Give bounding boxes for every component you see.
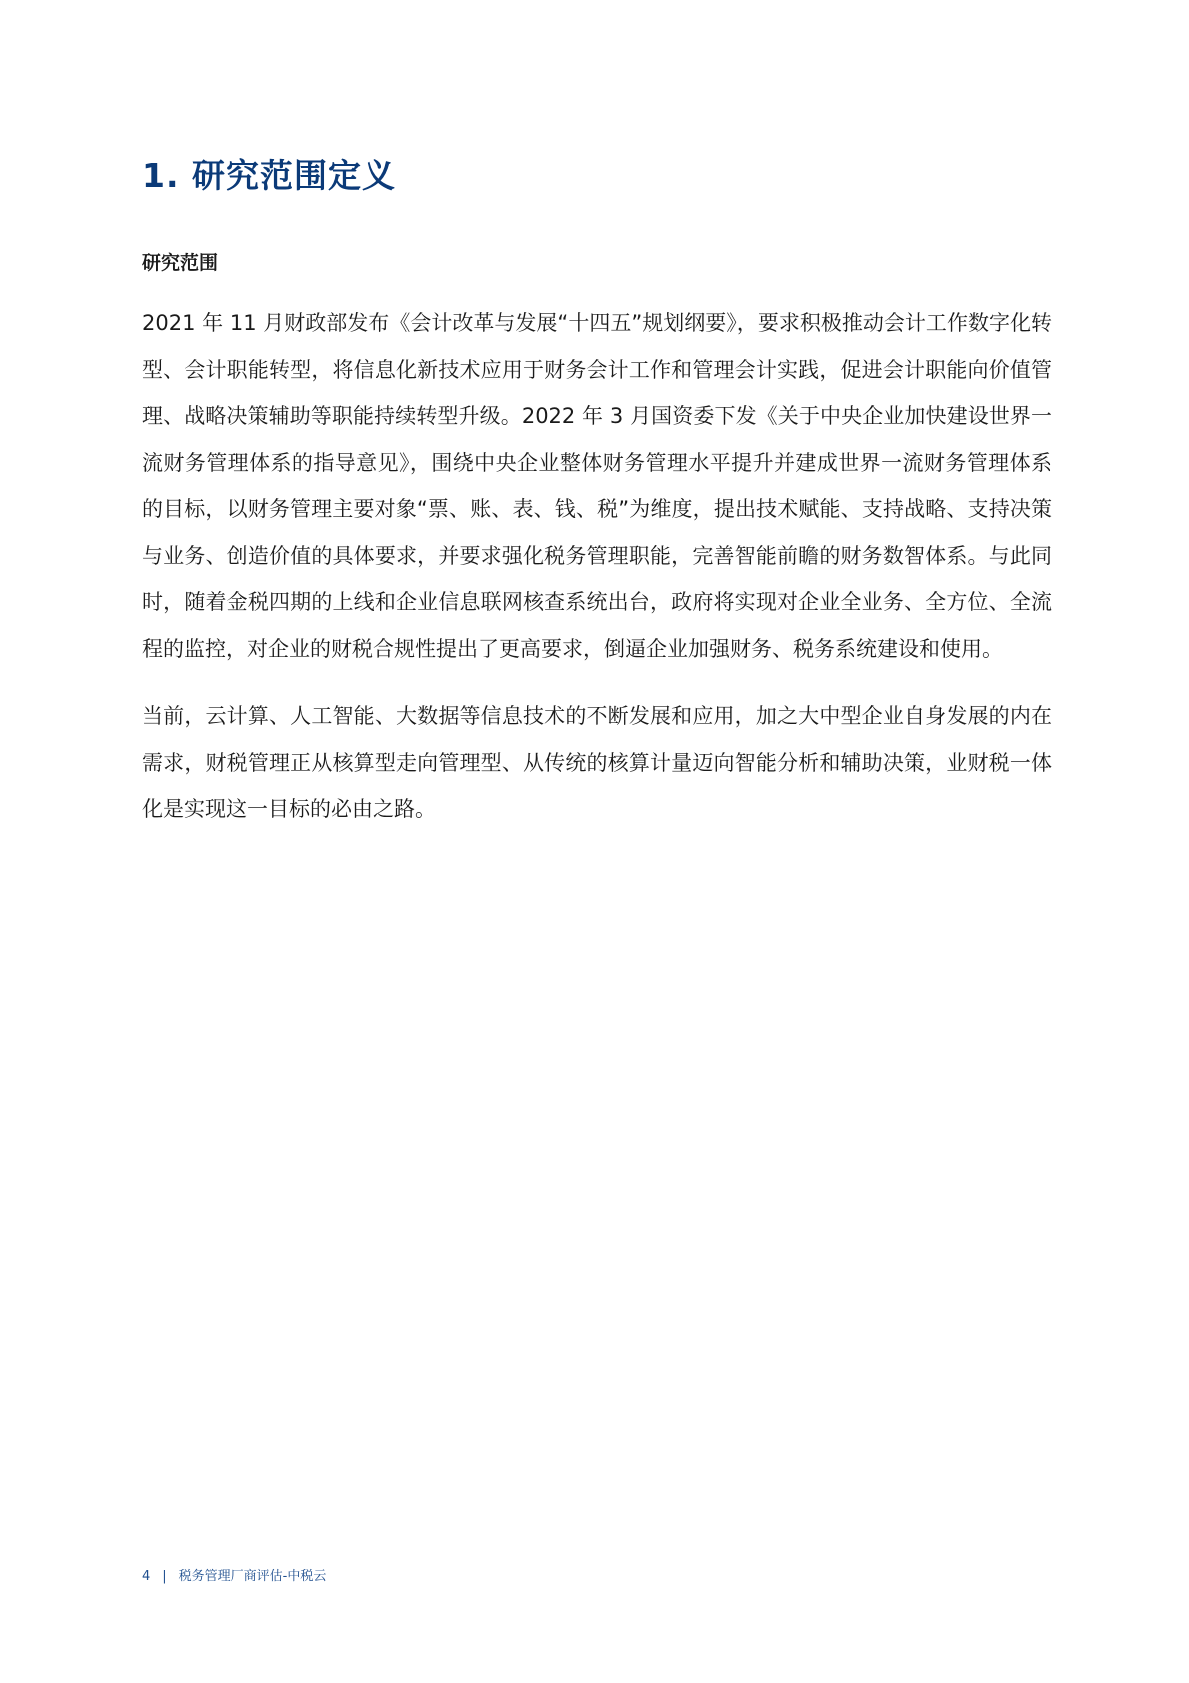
body-paragraph: 当前，云计算、人工智能、大数据等信息技术的不断发展和应用，加之大中型企业自身发展的内在需求，财税管理正从核算型走向管理型、从传统的核算计量迈向智能分析和辅助决策，业财税一体化是实现这一目标的必由之路。 [142,704,1052,821]
body-paragraph: 2021 年 11 月财政部发布《会计改革与发展“十四五”规划纲要》，要求积极推动会计工作数字化转型、会计职能转型，将信息化新技术应用于财务会计工作和管理会计实践，促进会计职能向价值管理、战略决策辅助等职能持续转型升级。2022 年 3 月国资委下发《关于中央企业加快建设世界一流财务管理体系的指导意见》，围绕中央企业整体财务管理水平提升并建成世界一流财务管理体系的目标，以财务管理主要对象“票、账、表、钱、税”为维度，提出技术赋能、支持战略、支持决策与业务、创造价值的具体要求，并要求强化税务管理职能，完善智能前瞻的财务数智体系。与此同时，随着金税四期的上线和企业信息联网核查系统出台，政府将实现对企业全业务、全方位、全流程的监控，对企业的财税合规性提出了更高要求，倒逼企业加强财务、税务系统建设和使用。 [142,311,1052,661]
section-title: 1. 研究范围定义 [142,156,396,195]
footer-doc-title: 税务管理厂商评估-中税云 [178,1569,327,1584]
footer-separator: | [162,1569,167,1584]
page-number: 4 [142,1569,151,1584]
page-footer [142,1565,326,1584]
subheading: 研究范围 [142,252,219,274]
